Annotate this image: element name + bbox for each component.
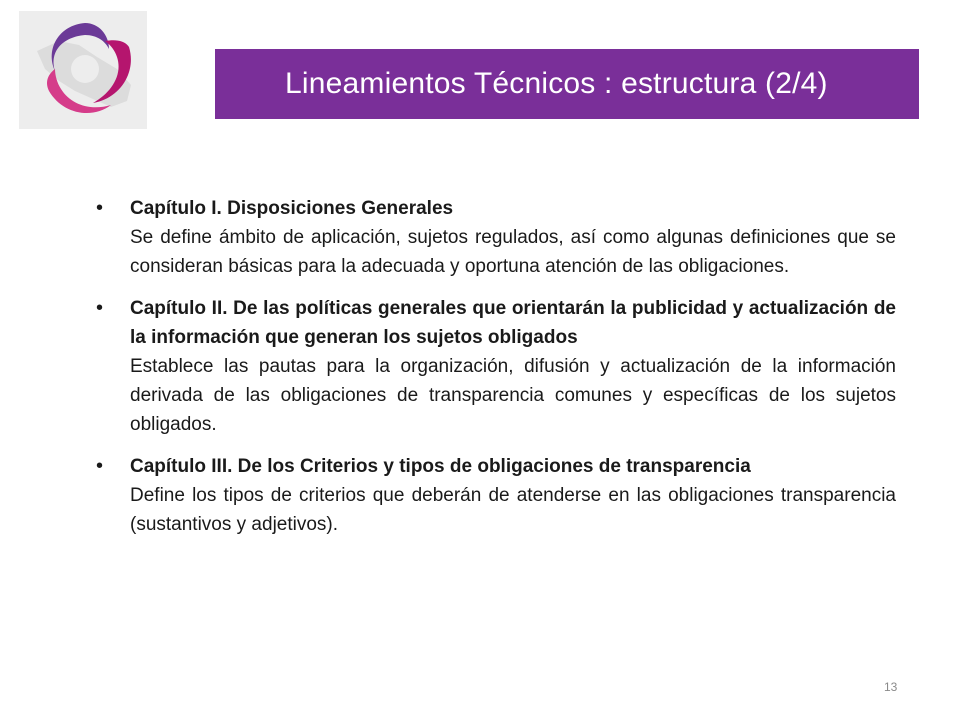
list-item <box>96 194 896 281</box>
chapter-description: Define los tipos de criterios que deberán de atenderse en las obligaciones transparencia (sustantivos y adjetivos). <box>130 485 896 535</box>
chapter-description: Establece las pautas para la organización, difusión y actualización de la información derivada de las obligaciones de transparencia comunes y específicas de los sujetos obligados. <box>130 356 896 435</box>
chapter-title: Capítulo II. De las políticas generales que orientarán la publicidad y actualización de la información que generan los sujetos obligados <box>130 298 896 348</box>
chapter-title: Capítulo I. Disposiciones Generales <box>130 198 454 219</box>
bullet-icon: • <box>96 197 104 219</box>
list-item <box>96 294 896 439</box>
page-number: 13 <box>884 680 898 694</box>
title-bar <box>215 49 919 119</box>
institutional-logo-icon <box>19 11 147 129</box>
list-item <box>96 452 896 539</box>
bullet-icon: • <box>96 455 104 477</box>
chapter-title: Capítulo III. De los Criterios y tipos de obligaciones de transparencia <box>130 456 751 477</box>
logo-graphic <box>19 11 147 129</box>
bullet-icon: • <box>96 297 104 319</box>
chapter-description: Se define ámbito de aplicación, sujetos regulados, así como algunas definiciones que se consideran básicas para la adecuada y oportuna atención de las obligaciones. <box>130 227 896 277</box>
chapter-list <box>96 194 896 552</box>
slide-title: Lineamientos Técnicos : estructura (2/4) <box>285 67 828 100</box>
